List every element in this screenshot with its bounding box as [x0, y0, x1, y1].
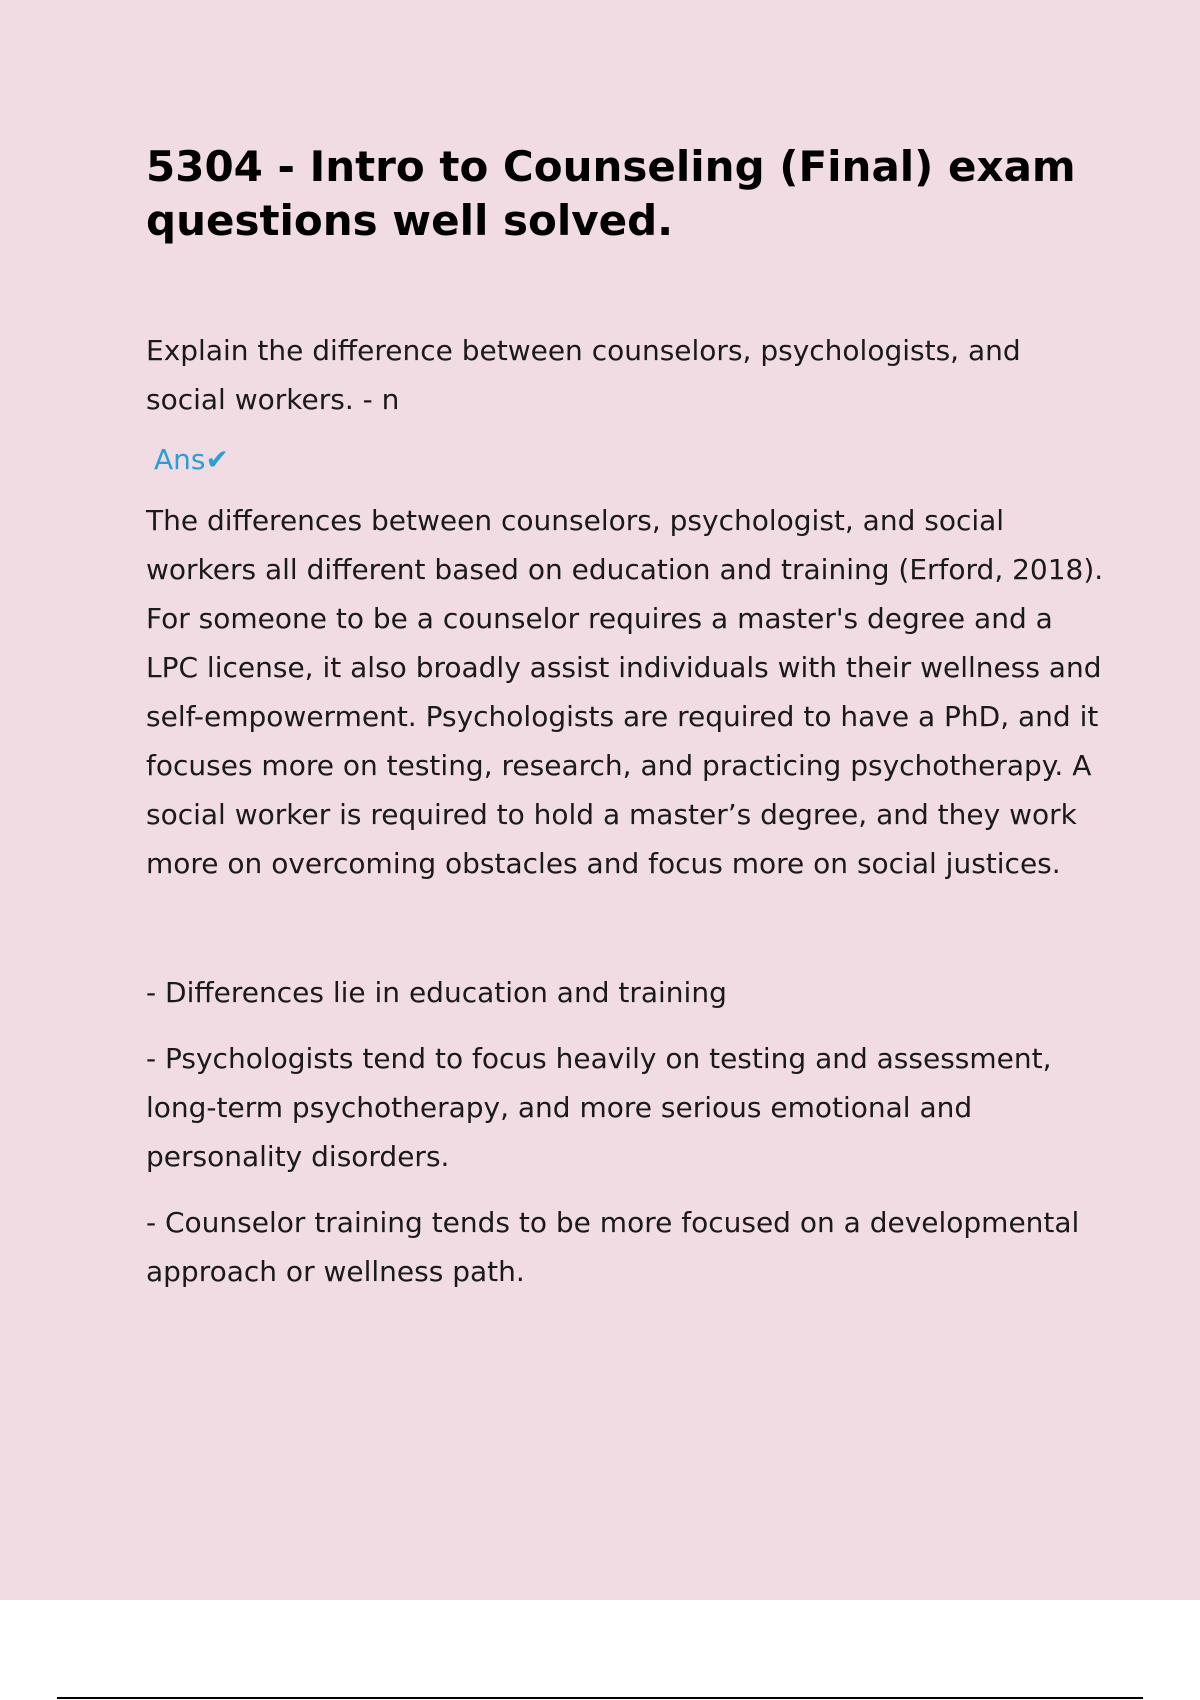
question-text: Explain the difference between counselors, psychologists, and social workers. - n	[146, 334, 1021, 416]
answer-text: The differences between counselors, psychologist, and social workers all different based on education and training (Erford, 2018). For someone to be a counselor requires a master's degree and a LPC license, it also broadly assist individuals with their wellness and self-empowerment. Psychologists are required to have a PhD, and it focuses more on testing, research, and practicing psychotherapy. A social worker is required to hold a master’s degree, and they work more on overcoming obstacles and focus more on social justices.	[146, 504, 1104, 880]
key-points-list	[146, 968, 1106, 1296]
list-item: - Counselor training tends to be more focused on a developmental approach or wellness path.	[146, 1206, 1080, 1288]
document-title: 5304 - Intro to Counseling (Final) exam questions well solved.	[146, 142, 1076, 245]
answer-label: Ans✔	[154, 443, 229, 476]
footer-divider	[57, 1697, 1143, 1699]
document-content	[146, 140, 1106, 1313]
list-item: - Differences lie in education and training	[146, 976, 727, 1009]
list-item: - Psychologists tend to focus heavily on testing and assessment, long-term psychotherapy, and more serious emotional and personality disorders.	[146, 1042, 1052, 1173]
